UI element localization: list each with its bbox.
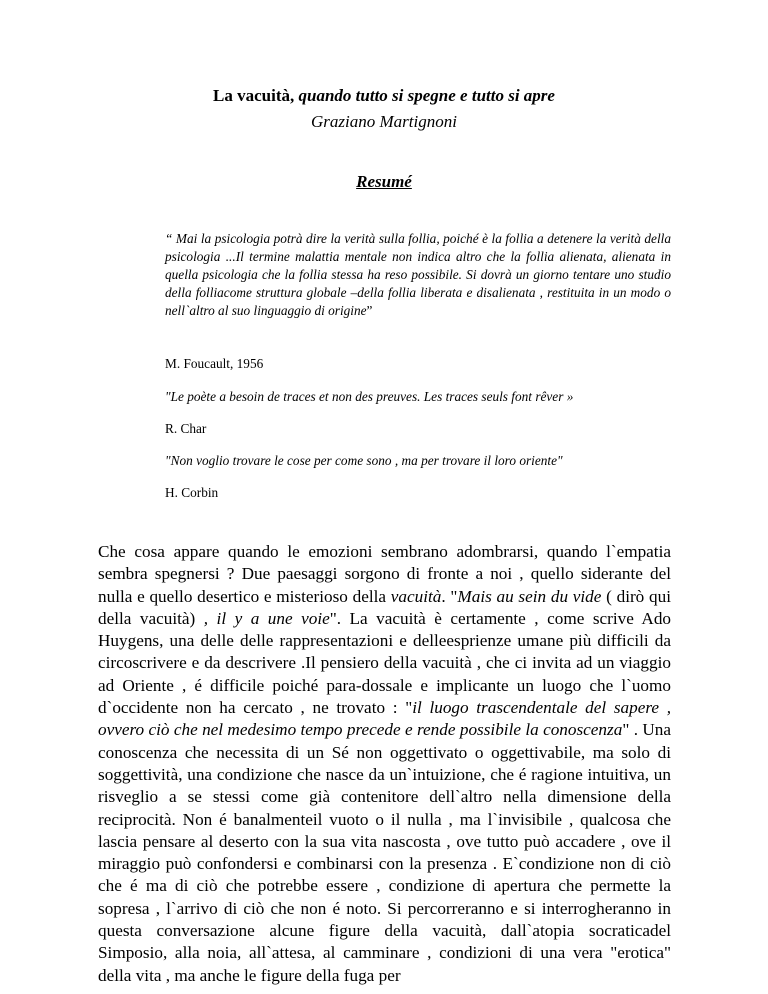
body-run: ". La vacuità è certamente , come scrive Ado Huygens, una delle delle rappresentazioni e delleesprienze umane più difficili da circoscrivere e da descrivere .Il pensiero della vacuità , che ci invita ad un viaggio ad Oriente , é difficile poiché para-dossale e implicante un luogo che l`uomo d`occidente non ha cercato , ne trovato : " (98, 608, 672, 718)
epigraph-corbin: "Non voglio trovare le cose per come sono , ma per trovare il loro oriente" (165, 453, 563, 468)
section-heading: Resumé (356, 172, 412, 191)
body-text (98, 541, 671, 987)
epigraph-closing-quote: ” (366, 303, 373, 318)
document-title (0, 86, 768, 106)
epigraph-attribution-char: R. Char (165, 421, 207, 436)
body-run: . " (441, 586, 458, 606)
body-run-italic: Mais au sein du vide (457, 586, 602, 606)
epigraph-foucault (165, 230, 671, 320)
title-subtitle: quando tutto si spegne e tutto si apre (298, 86, 555, 105)
body-paragraph (98, 541, 671, 987)
body-run-italic: , il y a une voie (195, 608, 330, 628)
epigraph-attribution-foucault: M. Foucault, 1956 (165, 356, 264, 371)
body-run: ( dirò qui della vacuità) (98, 586, 671, 628)
epigraph-attribution-corbin: H. Corbin (165, 485, 219, 500)
body-run: " . Una conoscenza che necessita di un Sé non oggettivato o oggettivabile, ma solo di soggettività, una condizione che nasce da un`intuizione, che é ragione intuitiva, un risveglio a se stessi come già contenitore dell`altro nella dimensione della reciprocità. Non é banalmenteil vuoto o il nulla , ma l`invisibile , qualcosa che lascia pensare al deserto con la sua vita nascosta , ove tutto può accadere , ove il miraggio può confondersi e combinarsi con la presenza . E`condizione non di ciò che é ma di ciò che potrebbe essere , condizione di apertura che permette la sopresa , l`arrivo di ciò che non é noto. Si percorreranno e si interrogheranno in questa conversazione alcune figure della vacuità, dall`atopia socraticadel Simposio, alla noia, all`attesa, al camminare , condizioni di una vera "erotica" della vita , ma anche le figure della fuga per (98, 720, 671, 985)
body-run: Che cosa appare quando le emozioni sembrano adombrarsi, quando l`empatia sembra spegnersi ? Due paesaggi sorgono di fronte a noi , quello siderante del nulla e quello desertico e misterioso della (98, 542, 671, 606)
body-run-italic: il luogo trascendentale del sapere , ovvero ciò che nel medesimo tempo precede e rende possibile la conoscenza (98, 698, 671, 740)
author-name: Graziano Martignoni (311, 112, 457, 131)
epigraph-text: “ Mai la psicologia potrà dire la verità sulla follia, poiché è la follia a detenere la verità della psicologia ...Il termine malattia mentale non indica altro che la follia alienata, alienata in quella psicologia che la follia stessa ha reso possibile. Si dovrà un giorno tentare uno studio della folliacome struttura globale –della follia liberata e disalienata , restituita in un modo o nell`altro al suo linguaggio di origine (165, 231, 671, 318)
title-main: La vacuità, (213, 86, 295, 105)
epigraph-char: "Le poète a besoin de traces et non des preuves. Les traces seuls font rêver » (165, 389, 574, 404)
body-run-italic: vacuità (390, 586, 442, 606)
